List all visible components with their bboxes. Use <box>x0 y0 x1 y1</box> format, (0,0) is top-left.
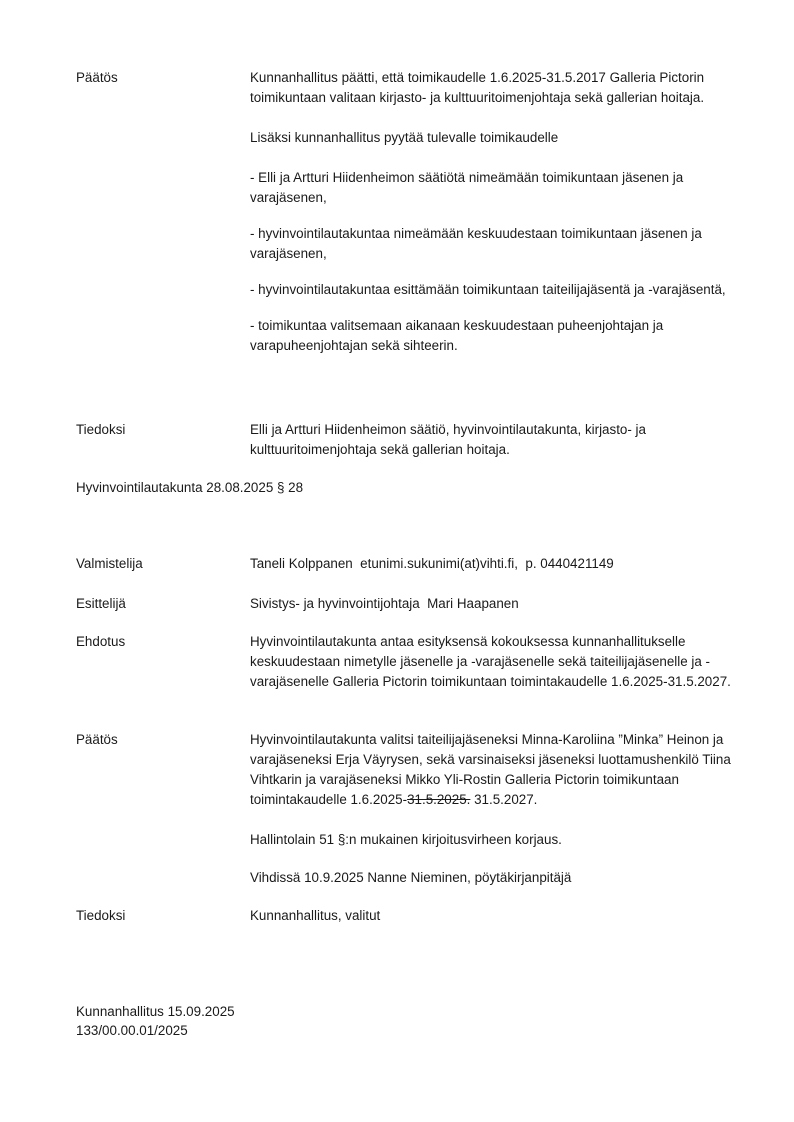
correction-note: Hallintolain 51 §:n mukainen kirjoitusvirheen korjaus. <box>250 832 562 847</box>
paatos-paragraph: Lisäksi kunnanhallitus pyytää tulevalle toimikaudelle <box>250 130 559 145</box>
ehdotus-text: Hyvinvointilautakunta antaa esityksensä kokouksessa kunnanhallitukselle keskuudestaan nimetylle jäsenelle ja -varajäsenelle sekä taiteilijajäsenelle ja -varajäsenelle Galleria Pictorin toimikuntaan toimintakaudelle 1.6.2025-31.5.2027. <box>250 634 731 689</box>
paatos-paragraph: - hyvinvointilautakuntaa nimeämään keskuudestaan toimikuntaan jäsenen ja varajäsenen, <box>250 226 702 261</box>
signature-line: Vihdissä 10.9.2025 Nanne Nieminen, pöytäkirjanpitäjä <box>250 870 572 885</box>
tiedoksi-text: Elli ja Artturi Hiidenheimon säätiö, hyvinvointilautakunta, kirjasto- ja kulttuuritoimenjohtaja sekä gallerian hoitaja. <box>250 422 646 457</box>
esittelija-label: Esittelijä <box>76 596 126 611</box>
valmistelija-text: Taneli Kolppanen etunimi.sukunimi(at)vihti.fi, p. 0440421149 <box>250 556 614 571</box>
paatos-paragraph: - Elli ja Artturi Hiidenheimon säätiötä nimeämään toimikuntaan jäsenen ja varajäsenen, <box>250 170 684 205</box>
paatos-paragraph: Kunnanhallitus päätti, että toimikaudelle 1.6.2025-31.5.2017 Galleria Pictorin toimikuntaan valitaan kirjasto- ja kulttuuritoimenjohtaja sekä gallerian hoitaja. <box>250 70 705 105</box>
tiedoksi-content <box>250 906 738 926</box>
paatos-text: Hyvinvointilautakunta valitsi taiteilijajäseneksi Minna-Karoliina ”Minka” Heinon ja varajäseneksi Erja Väyrysen, sekä varsinaiseksi jäseneksi luottamushenkilö Tiina Vihtkarin ja varajäseneksi Mikko Yli-Rostin Galleria Pictorin toimikuntaan toimintakaudelle 1.6.2025- <box>250 732 731 807</box>
valmistelija-label: Valmistelija <box>76 556 143 571</box>
esittelija-content <box>250 594 738 614</box>
paatos-label: Päätös <box>76 732 118 747</box>
ehdotus-label: Ehdotus <box>76 634 126 649</box>
tiedoksi-label: Tiedoksi <box>76 422 126 437</box>
tiedoksi-label: Tiedoksi <box>76 908 126 923</box>
corrected-date: 31.5.2027. <box>470 792 538 807</box>
paatos-paragraph: - hyvinvointilautakuntaa esittämään toimikuntaan taiteilijajäsentä ja -varajäsentä, <box>250 282 726 297</box>
paatos-content <box>250 68 738 356</box>
paatos-label: Päätös <box>76 70 118 85</box>
ehdotus-content <box>250 632 738 692</box>
meeting-heading: Hyvinvointilautakunta 28.08.2025 § 28 <box>76 480 304 495</box>
esittelija-text: Sivistys- ja hyvinvointijohtaja Mari Haapanen <box>250 596 519 611</box>
struck-date: 31.5.2025. <box>407 792 471 807</box>
tiedoksi-text: Kunnanhallitus, valitut <box>250 908 381 923</box>
paatos-paragraph <box>250 730 738 810</box>
footer-meeting: Kunnanhallitus 15.09.2025 <box>76 1004 235 1019</box>
tiedoksi-content <box>250 420 738 460</box>
paatos-content <box>250 730 738 888</box>
paatos-paragraph: - toimikuntaa valitsemaan aikanaan keskuudestaan puheenjohtajan ja varapuheenjohtajan sekä sihteerin. <box>250 318 664 353</box>
footer-reference: 133/00.00.01/2025 <box>76 1023 188 1038</box>
valmistelija-content <box>250 554 738 574</box>
